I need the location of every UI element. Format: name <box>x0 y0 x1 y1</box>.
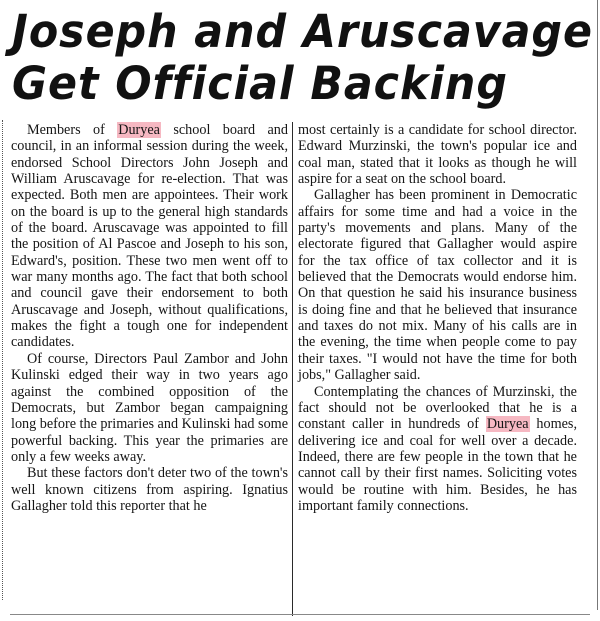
article-column-left <box>11 122 288 514</box>
paragraph-text: Members of <box>27 122 118 138</box>
paragraph-right-3 <box>298 384 577 515</box>
highlighted-term: Duryea <box>486 416 529 433</box>
paragraph-left-1 <box>11 122 288 351</box>
paragraph-text: homes, delivering ice and coal for well over a decade. Indeed, there are few people in the town that he cannot call by their first names. Soliciting votes would be routine with him. Besides, he has important family connections. <box>298 416 577 514</box>
bottom-edge <box>10 614 590 615</box>
paragraph-right-2: Gallagher has been prominent in Democratic affairs for some time and had a voice in the party's movements and plans. Many of the electorate figured that Gallagher would aspire for the tax office of tax collector and it is believed that the Democrats would endorse him. On that question he said his insurance business is doing fine and that he believed that insurance and taxes do not mix. Many of his calls are in the evening, the time when people come to pay their taxes. "I would not have the time for both jobs," Gallagher said. <box>298 187 577 384</box>
paragraph-left-3: But these factors don't deter two of the town's well known citizens from aspiring. Ignatius Gallagher told this reporter that he <box>11 465 288 514</box>
left-edge-perforation <box>2 120 4 600</box>
article-column-right <box>298 122 577 514</box>
headline-line-1: Joseph and Aruscavage <box>12 5 593 58</box>
headline <box>12 5 593 110</box>
paragraph-right-1: most certainly is a candidate for school director. Edward Murzinski, the town's popular ice and coal man, stated that it looks as though he will aspire for a seat on the school board. <box>298 122 577 188</box>
right-edge-line <box>597 0 598 610</box>
column-divider <box>292 122 293 616</box>
paragraph-text: school board and council, in an informal session during the week, endorsed School Directors John Joseph and William Aruscavage for re-election. That was expected. Both men are appointees. Their work on the board is up to the general high standards of the board. Aruscavage was appointed to fill the position of Al Pascoe and Joseph to his son, Edward's, position. These two men went off to war many months ago. The fact that both school and council gave their endorsement to both Aruscavage and Joseph, without qualifications, makes the fight a tough one for independent candidates. <box>11 122 288 351</box>
paragraph-left-2: Of course, Directors Paul Zambor and John Kulinski edged their way in two years ago against the combined opposition of the Democrats, but Zambor began campaigning long before the primaries and Kulinski had some powerful backing. This year the primaries are only a few weeks away. <box>11 350 288 465</box>
highlighted-term: Duryea <box>118 122 160 138</box>
paragraph-text: Contemplating the chances of Murzinski, the fact should not be overlooked that he is a constant caller in hundreds of <box>298 383 577 433</box>
headline-line-2: Get Official Backing <box>12 57 508 110</box>
